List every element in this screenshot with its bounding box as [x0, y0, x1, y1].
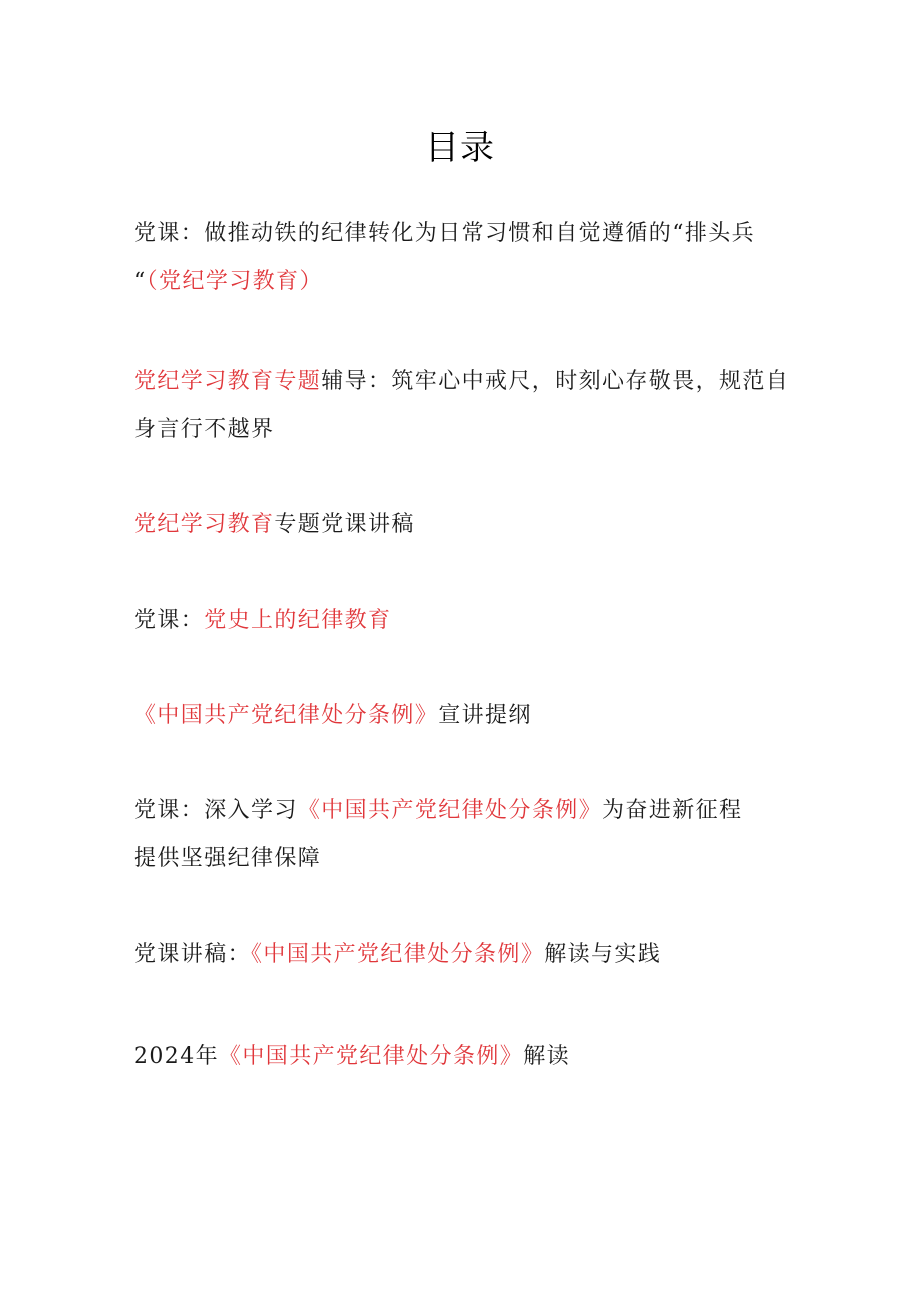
toc-text-segment: 解读 — [523, 1044, 571, 1069]
toc-entry-5[interactable] — [134, 692, 794, 740]
toc-highlight-segment: 《中国共产党纪律处分条例》 — [219, 1044, 524, 1069]
toc-entry-line — [134, 406, 794, 454]
toc-text-segment: 解读与实践 — [544, 942, 662, 967]
toc-text-segment: “ — [134, 269, 147, 294]
toc-entry-line — [134, 835, 794, 883]
toc-text-segment: 为奋进新征程 — [602, 798, 743, 823]
toc-entry-2[interactable] — [134, 358, 794, 454]
toc-highlight-segment: （党纪学习教育） — [146, 269, 323, 294]
toc-entry-6[interactable] — [134, 787, 794, 883]
toc-highlight-segment: 党纪学习教育专题 — [134, 369, 322, 394]
toc-text-segment: 党课：深入学习 — [134, 798, 298, 823]
toc-text-segment: 身言行不越界 — [134, 417, 275, 442]
toc-entry-8[interactable] — [134, 1033, 794, 1081]
toc-text-segment: 宣讲提纲 — [438, 703, 532, 728]
toc-entry-line — [134, 501, 794, 549]
toc-highlight-segment: 党纪学习教育 — [134, 512, 275, 537]
toc-entry-line — [134, 358, 794, 406]
toc-text-segment: 党课讲稿： — [134, 942, 252, 967]
toc-text-segment: 辅导：筑牢心中戒尺，时刻心存敬畏，规范自 — [321, 369, 790, 394]
toc-entry-line — [134, 210, 794, 258]
toc-entry-line — [134, 597, 794, 645]
toc-entry-line — [134, 258, 794, 306]
toc-entry-line — [134, 1033, 794, 1081]
toc-text-segment: 党课： — [134, 608, 205, 633]
page-title: 目录 — [425, 128, 495, 168]
toc-text-segment: 2024年 — [134, 1044, 219, 1069]
toc-entry-line — [134, 692, 794, 740]
toc-text-segment: 专题党课讲稿 — [274, 512, 415, 537]
toc-highlight-segment: 党史上的纪律教育 — [204, 608, 392, 633]
toc-entry-4[interactable] — [134, 597, 794, 645]
toc-entry-7[interactable] — [134, 931, 794, 979]
toc-entry-3[interactable] — [134, 501, 794, 549]
toc-text-segment: 提供坚强纪律保障 — [134, 846, 322, 871]
toc-text-segment: 党课：做推动铁的纪律转化为日常习惯和自觉遵循的“排头兵 — [134, 221, 756, 246]
toc-entry-line — [134, 787, 794, 835]
toc-highlight-segment: 《中国共产党纪律处分条例》 — [297, 798, 603, 823]
toc-highlight-segment: 《中国共产党纪律处分条例》 — [251, 942, 545, 967]
toc-entry-line — [134, 931, 794, 979]
toc-entry-1[interactable] — [134, 210, 794, 306]
toc-highlight-segment: 《中国共产党纪律处分条例》 — [134, 703, 439, 728]
